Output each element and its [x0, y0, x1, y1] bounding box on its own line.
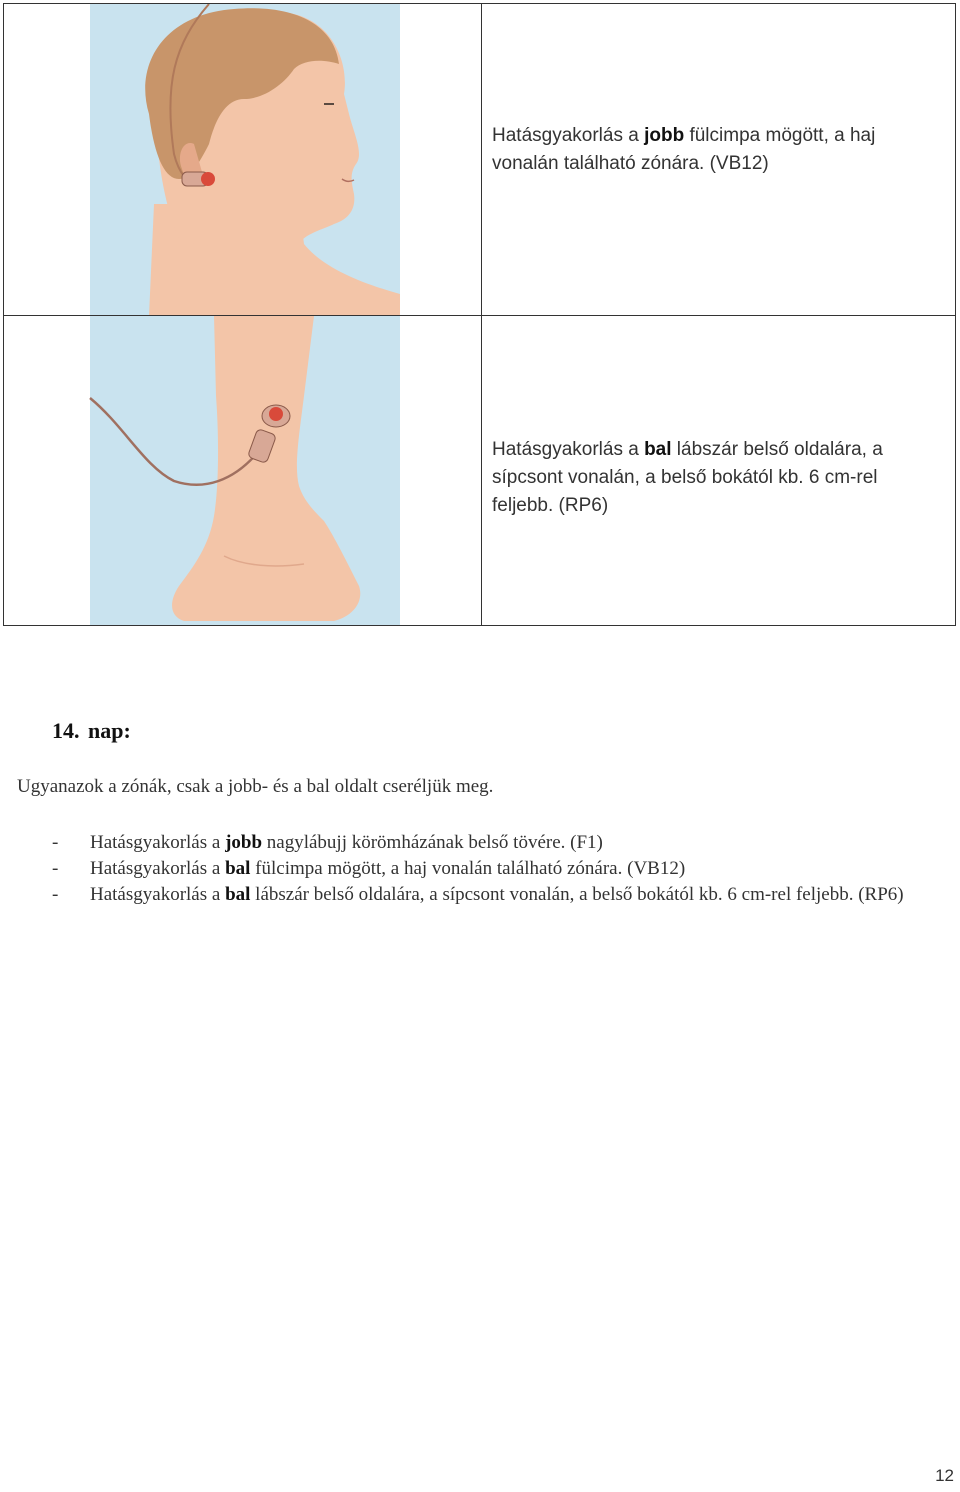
table-row — [4, 316, 955, 625]
ear-illustration-cell — [4, 4, 481, 315]
text-segment: fülcimpa mögött, a haj vonalán található zónára. (VB12) — [250, 858, 686, 879]
bold-side-word: jobb — [644, 125, 685, 146]
ear-text-cell — [482, 4, 955, 315]
bold-side-word: bal — [225, 858, 251, 879]
section-title: nap: — [88, 718, 131, 743]
bold-side-word: bal — [225, 884, 251, 905]
ear-electrode-illustration — [4, 4, 481, 315]
list-dash: - — [52, 858, 59, 879]
cell-instruction-text — [492, 122, 943, 178]
text-segment: Hatásgyakorlás a — [90, 858, 226, 879]
text-segment: lábszár belső oldalára, a sípcsont vonalán, a belső bokától kb. 6 cm-rel feljebb. (RP6) — [492, 439, 883, 516]
list-dash: - — [52, 832, 59, 853]
list-dash: - — [52, 884, 59, 905]
section-intro: Ugyanazok a zónák, csak a jobb- és a bal oldalt cseréljük meg. — [17, 776, 494, 797]
page-number: 12 — [935, 1466, 954, 1485]
leg-electrode-illustration — [4, 316, 481, 625]
table-row — [4, 4, 955, 316]
bold-side-word: jobb — [225, 832, 263, 853]
illustration-table — [3, 3, 956, 626]
leg-illustration-cell — [4, 316, 481, 625]
cell-instruction-text — [492, 436, 943, 520]
text-segment: Hatásgyakorlás a — [492, 439, 645, 460]
text-segment: nagylábujj körömházának belső tövére. (F1) — [262, 832, 603, 853]
section-heading — [52, 718, 131, 744]
leg-text-cell — [482, 316, 955, 625]
text-segment: Hatásgyakorlás a — [90, 832, 226, 853]
instruction-list — [52, 830, 947, 908]
list-item — [52, 882, 947, 908]
list-item — [52, 830, 947, 856]
text-segment: lábszár belső oldalára, a sípcsont vonalán, a belső bokától kb. 6 cm-rel feljebb. (RP6) — [250, 884, 904, 905]
text-segment: fülcimpa mögött, a haj vonalán található zónára. (VB12) — [492, 125, 876, 174]
text-segment: Hatásgyakorlás a — [492, 125, 645, 146]
text-segment: Hatásgyakorlás a — [90, 884, 226, 905]
section-number: 14. — [52, 718, 80, 743]
list-item — [52, 856, 947, 882]
bold-side-word: bal — [644, 439, 672, 460]
